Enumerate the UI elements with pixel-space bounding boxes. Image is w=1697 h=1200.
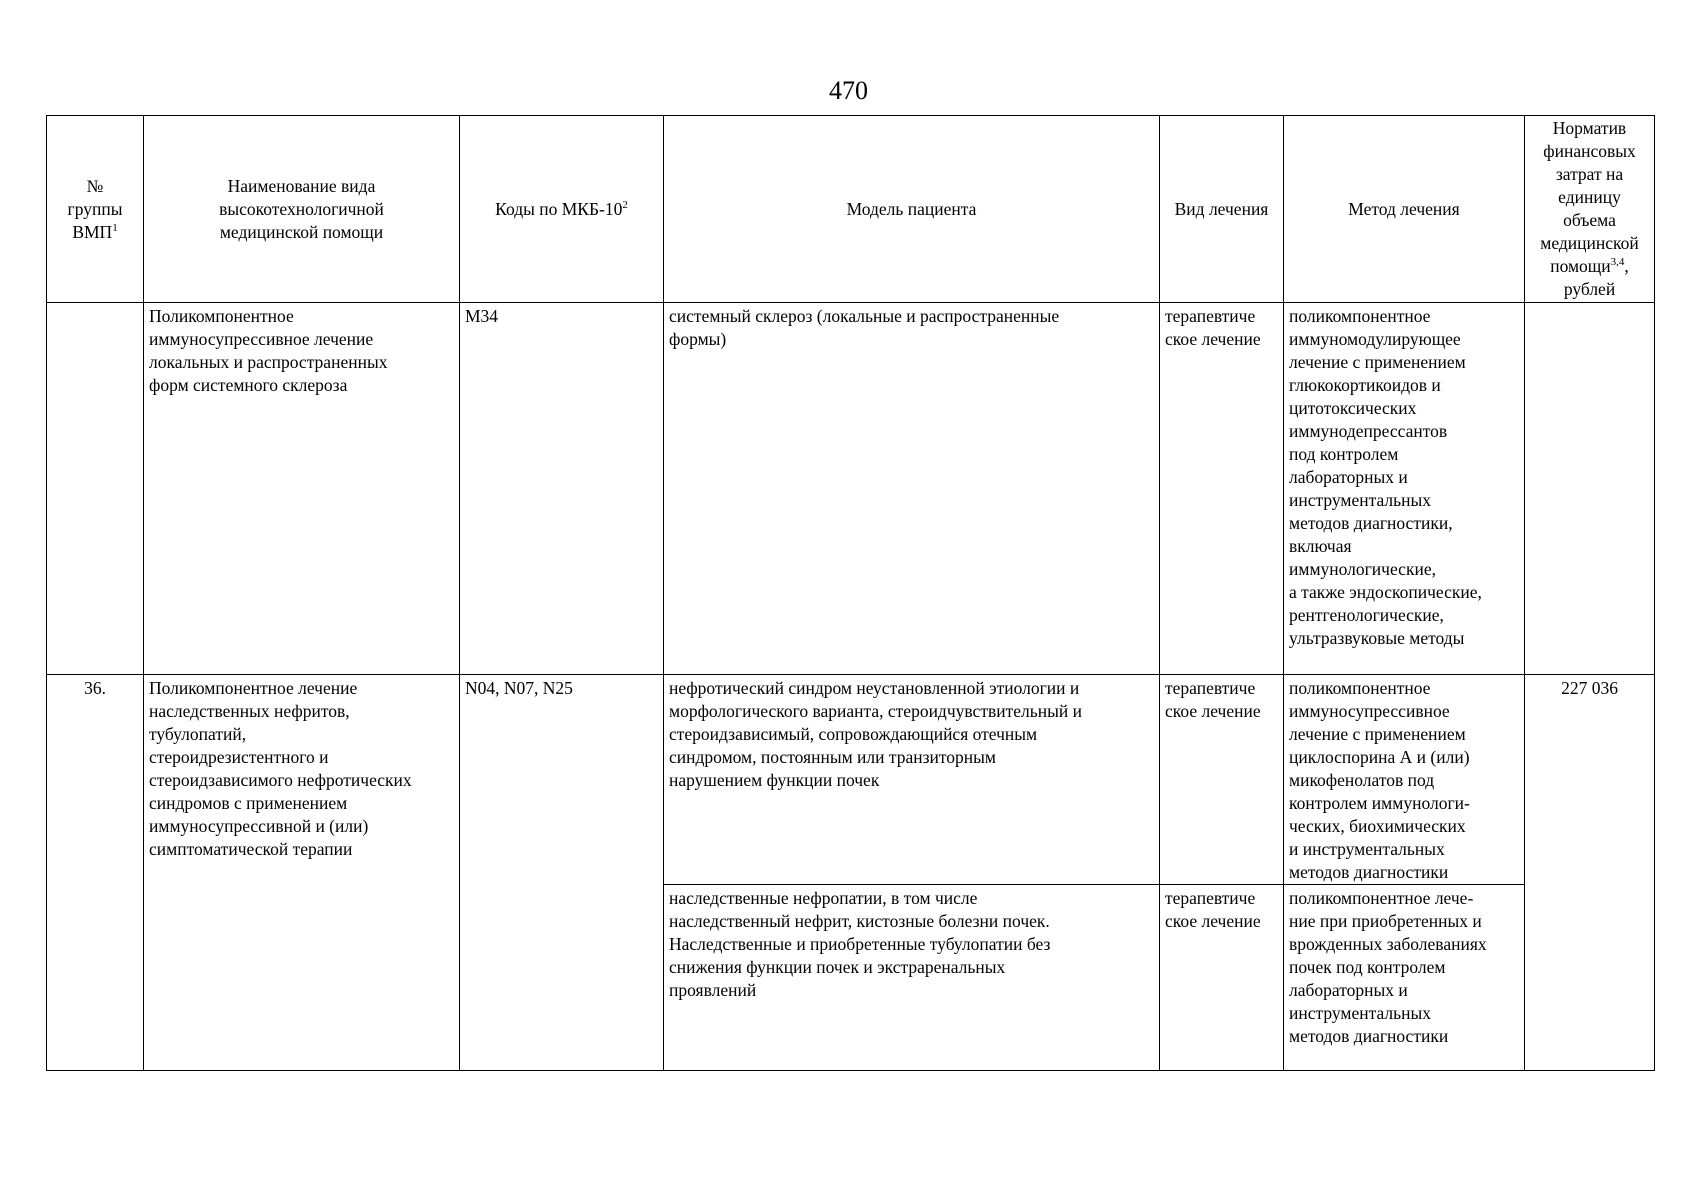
cell-norm: 227 036 [1525, 675, 1655, 1071]
header-name: Наименование вида высокотехнологичной медицинской помощи [144, 116, 460, 303]
table-row [47, 675, 1655, 885]
cell-model: системный склероз (локальные и распространенные формы) [664, 303, 1160, 675]
cell-group-no [47, 303, 144, 675]
header-codes: Коды по МКБ-$10^2$ [460, 116, 664, 303]
cell-method: поликомпонентное иммуносупрессивное лечение с применением циклоспорина А и (или) микофенолатов под контролем иммунологи- ческих, биохимических и инструментальных методов диагностики [1284, 675, 1525, 885]
cell-codes: N04, N07, N25 [460, 675, 664, 1071]
cell-name: Поликомпонентное лечение наследственных нефритов, тубулопатий, стероидрезистентного и стероидзависимого нефротических синдромов с применением иммуносупрессивной и (или) симптоматической терапии [144, 675, 460, 1071]
header-method: Метод лечения [1284, 116, 1525, 303]
cell-model: нефротический синдром неустановленной этиологии и морфологического варианта, стероидчувствительный и стероидзависимый, сопровождающийся отечным синдромом, постоянным или транзиторным нарушением функции почек [664, 675, 1160, 885]
header-model: Модель пациента [664, 116, 1160, 303]
cell-treatment-type: терапевтиче ское лечение [1160, 303, 1284, 675]
cell-method: поликомпонентное иммуномодулирующее лечение с применением глюкокортикоидов и цитотоксических иммунодепрессантов под контролем лабораторных и инструментальных методов диагностики, включая иммунологические, а также эндоскопические, рентгенологические, ультразвуковые методы [1284, 303, 1525, 675]
cell-model: наследственные нефропатии, в том числе наследственный нефрит, кистозные болезни почек. Наследственные и приобретенные тубулопатии без снижения функции почек и экстраренальных проявлений [664, 885, 1160, 1071]
header-norm: Норматив финансовых затрат на единицу объема медицинской помощи$^{3,4}$, рублей [1525, 116, 1655, 303]
cell-treatment-type: терапевтиче ское лечение [1160, 675, 1284, 885]
cell-norm [1525, 303, 1655, 675]
header-group-no: № группы ВМП$^1$ [47, 116, 144, 303]
cell-name: Поликомпонентное иммуносупрессивное лечение локальных и распространенных форм системного склероза [144, 303, 460, 675]
cell-codes: М34 [460, 303, 664, 675]
cell-treatment-type: терапевтиче ское лечение [1160, 885, 1284, 1071]
table-row [47, 303, 1655, 675]
header-treatment-type: Вид лечения [1160, 116, 1284, 303]
cell-group-no: 36. [47, 675, 144, 1071]
vmp-table [46, 115, 1655, 1071]
page-number: 470 [829, 76, 868, 105]
cell-method: поликомпонентное лече- ние при приобретенных и врожденных заболеваниях почек под контролем лабораторных и инструментальных методов диагностики [1284, 885, 1525, 1071]
table-header-row [47, 116, 1655, 303]
